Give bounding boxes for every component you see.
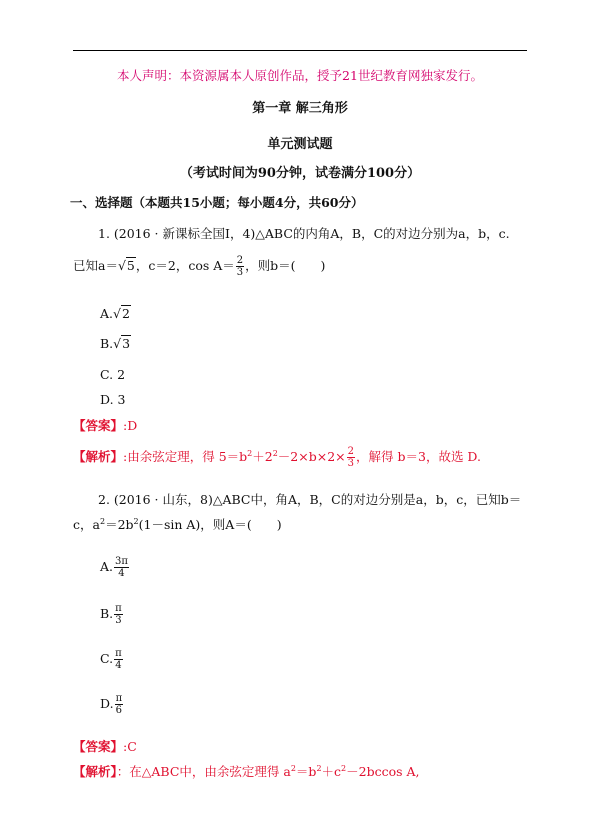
q2-stem-line1: 2. (2016 · 山东，8)△ABC中，角A，B，C的对边分别是a，b，c，已知b＝ (98, 492, 522, 507)
q2-answer-value: :C (123, 739, 137, 754)
q2-answer (73, 737, 137, 755)
q2-option-c-fraction: $\frac{\pi}{4}$ (115, 648, 122, 671)
q1-answer-value: :D (123, 418, 138, 433)
q1-sqrt5: √5 (117, 258, 135, 273)
q2-analysis: 【解析】：在△ABC中，由余弦定理得 $a^2=b^2+c^2-2bccos$ A, (73, 764, 420, 779)
q1-analysis: 【解析】:由余弦定理，得 $5=b^2+2^2-2\times b\times 2\times$ $\frac{2}{3}$ ，解得 b＝3，故选 D. (73, 446, 481, 469)
q1-stem-text-c: ，则b＝( ) (245, 258, 326, 273)
q1-stem-line2 (73, 252, 325, 280)
q2-option-b: B. $\frac{\pi}{3}$ (100, 603, 122, 626)
q1-option-a: A.√2 (100, 306, 130, 321)
q1-option-d: D. 3 (100, 392, 126, 407)
q1-option-b: B.√3 (100, 336, 131, 351)
q2-option-d-fraction: $\frac{\pi}{6}$ (115, 693, 123, 716)
q1-option-b-radical: √3 (113, 336, 131, 351)
q1-option-c: C. 2 (100, 367, 126, 382)
q1-option-a-radical: √2 (113, 306, 130, 321)
q1-stem-text-b: ，c＝2，cos A＝ (135, 258, 235, 273)
q2-answer-label: 【答案】 (73, 739, 124, 754)
q1-analysis-label: 【解析】 (73, 449, 124, 464)
q2-stem-line2: c，$a^2=2b^2(1-\sin$ A)，则A＝( ) (73, 517, 282, 532)
q1-cos-fraction: $\frac{2}{3}$ (236, 255, 244, 278)
exam-info: （考试时间为90分钟，试卷满分100分） (179, 166, 421, 181)
q1-stem-line1: 1. (2016 · 新课标全国Ⅰ，4)△ABC的内角A，B，C的对边分别为a，b，c. (98, 226, 510, 241)
q1-stem-text-a: 已知a＝ (73, 258, 118, 273)
q1-answer (73, 416, 137, 434)
q2-option-d: D. $\frac{\pi}{6}$ (100, 693, 123, 716)
q2-option-b-fraction: $\frac{\pi}{3}$ (115, 603, 122, 626)
declaration: 本人声明：本资源属本人原创作品，授予21世纪教育网独家发行。 (117, 68, 483, 83)
top-rule (73, 50, 527, 51)
q2-option-a: A. $\frac{3\pi}{4}$ (100, 556, 128, 579)
section-heading: 一、选择题（本题共15小题；每小题4分，共60分） (70, 195, 364, 210)
test-title: 单元测试题 (267, 137, 333, 152)
q1-answer-label: 【答案】 (73, 418, 124, 433)
q2-option-a-fraction: $\frac{3\pi}{4}$ (115, 556, 128, 579)
q1-analysis-fraction: $\frac{2}{3}$ (347, 446, 355, 469)
q2-analysis-label: 【解析】 (73, 764, 117, 779)
chapter-title: 第一章 解三角形 (252, 101, 348, 116)
q2-option-c: C. $\frac{\pi}{4}$ (100, 648, 122, 671)
